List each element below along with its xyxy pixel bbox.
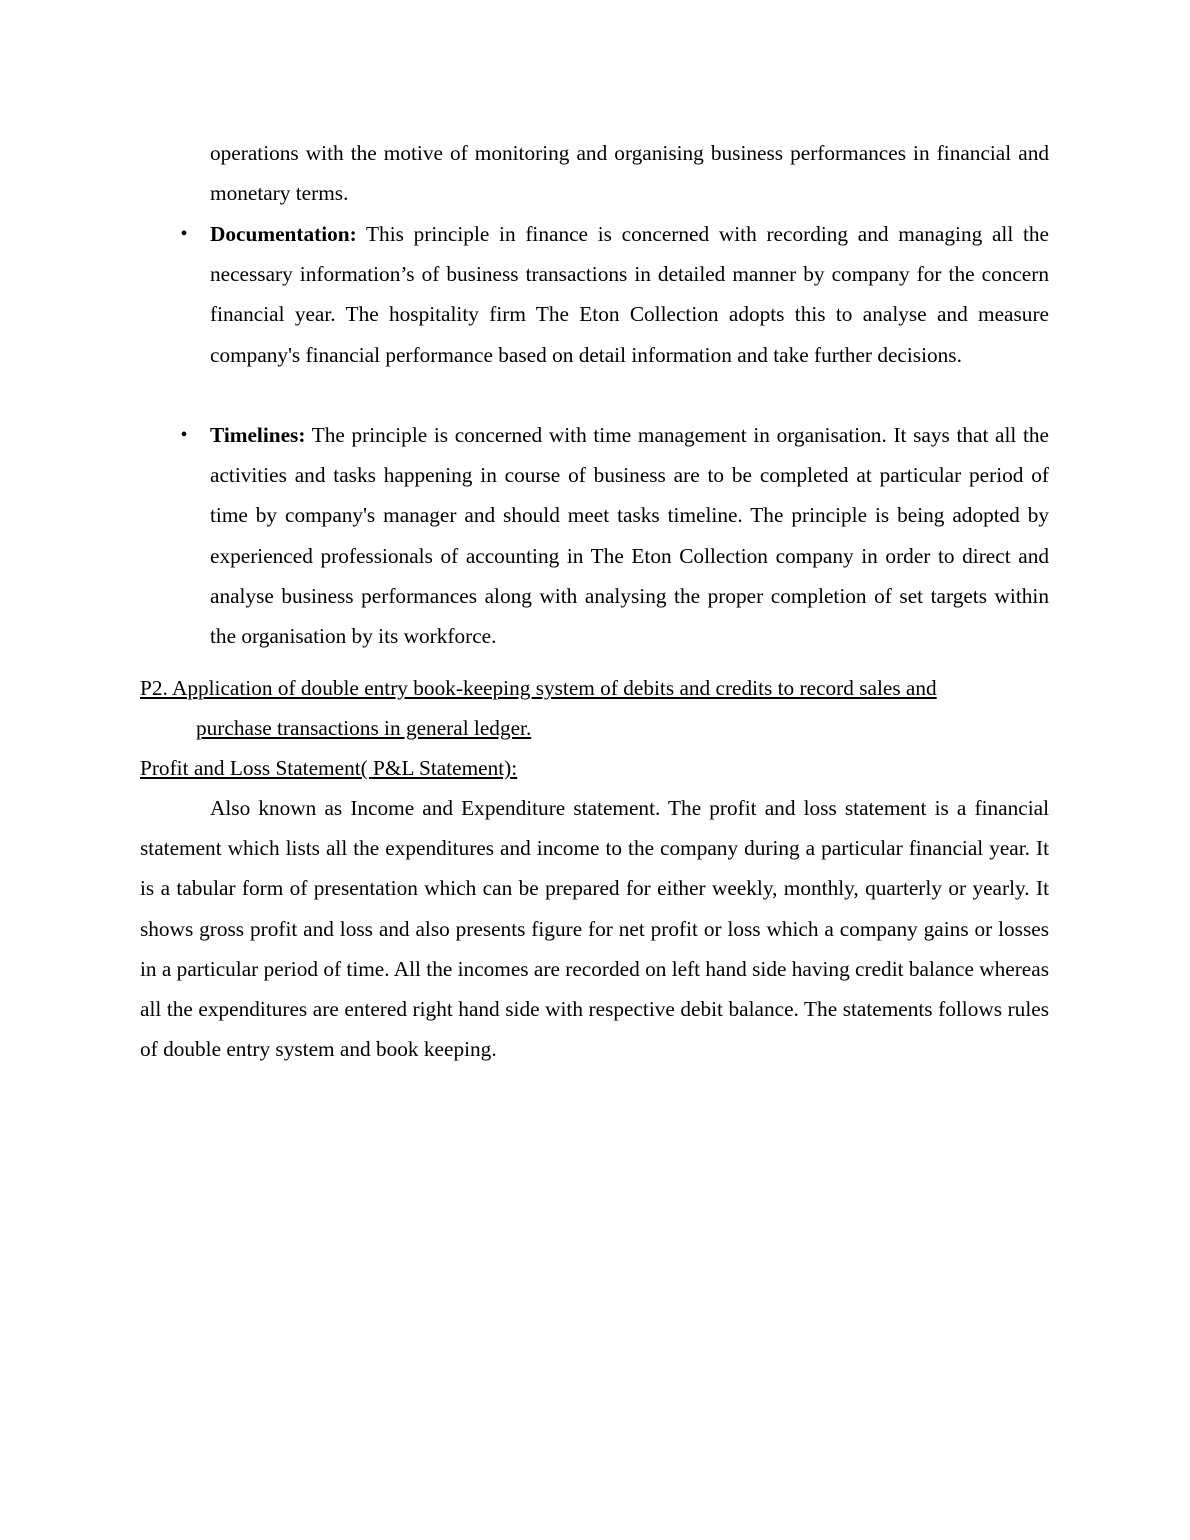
continuation-text: operations with the motive of monitoring and organising business performances in financial and monetary terms. (210, 141, 1049, 206)
bullet-icon: • (180, 223, 188, 245)
bullet-icon: • (180, 424, 188, 446)
bullet-term: Timelines: (210, 423, 306, 447)
subheading: Profit and Loss Statement( P&L Statement): (140, 756, 518, 780)
bullet-item-timelines (180, 415, 1049, 656)
bullet-text: The principle is concerned with time management in organisation. It says that all the activities and tasks happening in course of business are to be completed at particular period of time by company's manager and should meet tasks timeline. The principle is being adopted by experienced professionals of accounting in The Eton Collection company in order to direct and analyse business performances along with analysing the proper completion of set targets within the organisation by its workforce. (210, 423, 1049, 649)
bullet-text: This principle in finance is concerned with recording and managing all the necessary information’s of business transactions in detailed manner by company for the concern financial year. The hospitality firm The Eton Collection adopts this to analyse and measure company's financial performance based on detail information and take further decisions. (210, 222, 1049, 367)
bullet-item-documentation (180, 214, 1049, 375)
section-heading-line1: P2. Application of double entry book-keeping system of debits and credits to record sales and (140, 676, 937, 700)
section-heading (140, 668, 1049, 748)
body-paragraph: Also known as Income and Expenditure statement. The profit and loss statement is a financial statement which lists all the expenditures and income to the company during a particular financial year. It is a tabular form of presentation which can be prepared for either weekly, monthly, quarterly or yearly. It shows gross profit and loss and also presents figure for net profit or loss which a company gains or losses in a particular period of time. All the incomes are recorded on left hand side having credit balance whereas all the expenditures are entered right hand side with respective debit balance. The statements follows rules of double entry system and book keeping. (140, 796, 1049, 1062)
section-heading-line2: purchase transactions in general ledger. (196, 716, 532, 741)
bullet-term: Documentation: (210, 222, 357, 246)
